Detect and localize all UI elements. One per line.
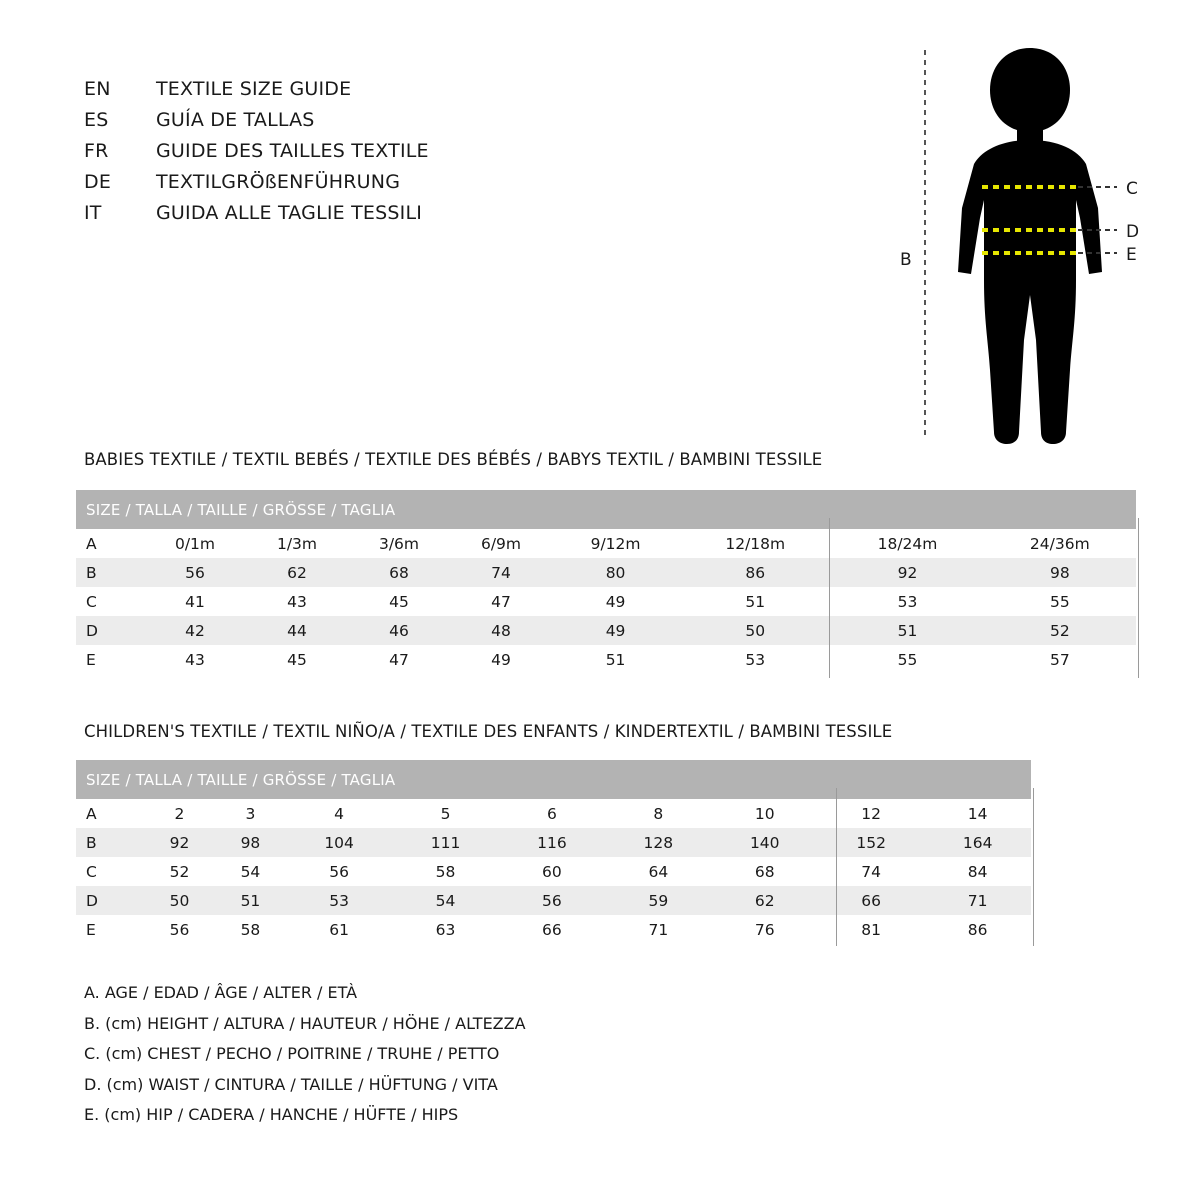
title-text-it: GUIDA ALLE TAGLIE TESSILI (156, 202, 423, 224)
title-text-de: TEXTILGRÖßENFÜHRUNG (156, 171, 401, 193)
cell: 116 (499, 828, 605, 857)
language-code-es: ES (84, 109, 109, 131)
cell: 45 (246, 645, 348, 674)
cell: 4 (286, 799, 392, 828)
table-row (76, 857, 1031, 886)
title-row-es (84, 109, 429, 140)
cell: 51 (215, 886, 286, 915)
cell: 12/18m (679, 529, 831, 558)
cell: 14 (924, 799, 1031, 828)
cell: 43 (144, 645, 246, 674)
cell: 74 (818, 857, 924, 886)
cell: 24/36m (984, 529, 1136, 558)
cell: 54 (215, 857, 286, 886)
table-row (76, 616, 1136, 645)
cell: 18/24m (831, 529, 983, 558)
cell: 8 (605, 799, 711, 828)
cell: 53 (679, 645, 831, 674)
waist-label: D (1126, 222, 1140, 242)
cell: 66 (499, 915, 605, 944)
cell: 48 (450, 616, 552, 645)
cell: 0/1m (144, 529, 246, 558)
row-label-d: D (76, 886, 144, 915)
cell: 41 (144, 587, 246, 616)
cell: 56 (144, 558, 246, 587)
child-silhouette (958, 48, 1102, 444)
cell: 51 (679, 587, 831, 616)
hip-label: E (1126, 245, 1137, 265)
cell: 51 (552, 645, 679, 674)
table-row (76, 587, 1136, 616)
row-label-c: C (76, 587, 144, 616)
cell: 49 (552, 616, 679, 645)
row-label-d: D (76, 616, 144, 645)
cell: 140 (712, 828, 818, 857)
cell: 9/12m (552, 529, 679, 558)
cell: 98 (984, 558, 1136, 587)
table-row (76, 529, 1136, 558)
cell: 98 (215, 828, 286, 857)
body-measurement-diagram (870, 40, 1160, 450)
cell: 55 (984, 587, 1136, 616)
cell: 10 (712, 799, 818, 828)
language-code-fr: FR (84, 140, 109, 162)
height-label: B (900, 250, 912, 270)
row-label-b: B (76, 828, 144, 857)
cell: 55 (831, 645, 983, 674)
cell: 52 (984, 616, 1136, 645)
language-code-de: DE (84, 171, 112, 193)
cell: 68 (348, 558, 450, 587)
cell: 62 (246, 558, 348, 587)
cell: 81 (818, 915, 924, 944)
row-label-a: A (76, 529, 144, 558)
cell: 53 (831, 587, 983, 616)
cell: 80 (552, 558, 679, 587)
cell: 63 (392, 915, 498, 944)
cell: 86 (679, 558, 831, 587)
table-header-row (76, 490, 1136, 529)
cell: 54 (392, 886, 498, 915)
title-block (84, 78, 429, 233)
cell: 43 (246, 587, 348, 616)
title-row-de (84, 171, 429, 202)
cell: 1/3m (246, 529, 348, 558)
cell: 56 (499, 886, 605, 915)
language-code-en: EN (84, 78, 111, 100)
cell: 6 (499, 799, 605, 828)
cell: 164 (924, 828, 1031, 857)
cell: 49 (450, 645, 552, 674)
cell: 71 (605, 915, 711, 944)
row-label-b: B (76, 558, 144, 587)
cell: 74 (450, 558, 552, 587)
cell: 61 (286, 915, 392, 944)
cell: 5 (392, 799, 498, 828)
babies-section-heading: BABIES TEXTILE / TEXTIL BEBÉS / TEXTILE DES BÉBÉS / BABYS TEXTIL / BAMBINI TESSILE (84, 450, 823, 469)
cell: 152 (818, 828, 924, 857)
legend-item-e: E. (cm) HIP / CADERA / HANCHE / HÜFTE / HIPS (84, 1105, 459, 1124)
measurement-legend (84, 978, 526, 1131)
cell: 60 (499, 857, 605, 886)
cell: 58 (392, 857, 498, 886)
cell: 64 (605, 857, 711, 886)
cell: 104 (286, 828, 392, 857)
cell: 92 (831, 558, 983, 587)
title-text-fr: GUIDE DES TAILLES TEXTILE (156, 140, 429, 162)
cell: 52 (144, 857, 215, 886)
cell: 47 (450, 587, 552, 616)
table-row (76, 828, 1031, 857)
cell: 47 (348, 645, 450, 674)
cell: 57 (984, 645, 1136, 674)
table-row (76, 645, 1136, 674)
title-text-es: GUÍA DE TALLAS (156, 109, 315, 131)
row-label-e: E (76, 645, 144, 674)
cell: 50 (144, 886, 215, 915)
cell: 76 (712, 915, 818, 944)
cell: 49 (552, 587, 679, 616)
cell: 62 (712, 886, 818, 915)
cell: 6/9m (450, 529, 552, 558)
cell: 92 (144, 828, 215, 857)
legend-item-b: B. (cm) HEIGHT / ALTURA / HAUTEUR / HÖHE / ALTEZZA (84, 1013, 526, 1033)
legend-item-d: D. (cm) WAIST / CINTURA / TAILLE / HÜFTUNG / VITA (84, 1074, 498, 1094)
chest-label: C (1126, 179, 1138, 199)
legend-item-a: A. AGE / EDAD / ÂGE / ALTER / ETÀ (84, 983, 358, 1002)
cell: 3/6m (348, 529, 450, 558)
babies-size-table (76, 490, 1136, 674)
babies-column-header: SIZE / TALLA / TAILLE / GRÖSSE / TAGLIA (76, 490, 1136, 529)
cell: 12 (818, 799, 924, 828)
cell: 3 (215, 799, 286, 828)
cell: 71 (924, 886, 1031, 915)
row-label-c: C (76, 857, 144, 886)
cell: 128 (605, 828, 711, 857)
cell: 53 (286, 886, 392, 915)
table-header-row (76, 760, 1031, 799)
title-row-it (84, 202, 429, 233)
cell: 66 (818, 886, 924, 915)
table-row (76, 558, 1136, 587)
cell: 58 (215, 915, 286, 944)
legend-item-c: C. (cm) CHEST / PECHO / POITRINE / TRUHE / PETTO (84, 1044, 500, 1063)
title-row-fr (84, 140, 429, 171)
children-size-table (76, 760, 1031, 944)
cell: 56 (286, 857, 392, 886)
children-section-heading: CHILDREN'S TEXTILE / TEXTIL NIÑO/A / TEXTILE DES ENFANTS / KINDERTEXTIL / BAMBINI TESSILE (84, 722, 893, 741)
table-row (76, 915, 1031, 944)
cell: 44 (246, 616, 348, 645)
row-label-a: A (76, 799, 144, 828)
row-label-e: E (76, 915, 144, 944)
cell: 42 (144, 616, 246, 645)
cell: 111 (392, 828, 498, 857)
title-row-en (84, 78, 429, 109)
table-row (76, 886, 1031, 915)
cell: 59 (605, 886, 711, 915)
cell: 86 (924, 915, 1031, 944)
cell: 45 (348, 587, 450, 616)
cell: 50 (679, 616, 831, 645)
language-code-it: IT (84, 202, 102, 224)
cell: 84 (924, 857, 1031, 886)
cell: 51 (831, 616, 983, 645)
children-column-header: SIZE / TALLA / TAILLE / GRÖSSE / TAGLIA (76, 760, 1031, 799)
cell: 46 (348, 616, 450, 645)
title-text-en: TEXTILE SIZE GUIDE (156, 78, 352, 100)
cell: 68 (712, 857, 818, 886)
cell: 2 (144, 799, 215, 828)
cell: 56 (144, 915, 215, 944)
table-row (76, 799, 1031, 828)
